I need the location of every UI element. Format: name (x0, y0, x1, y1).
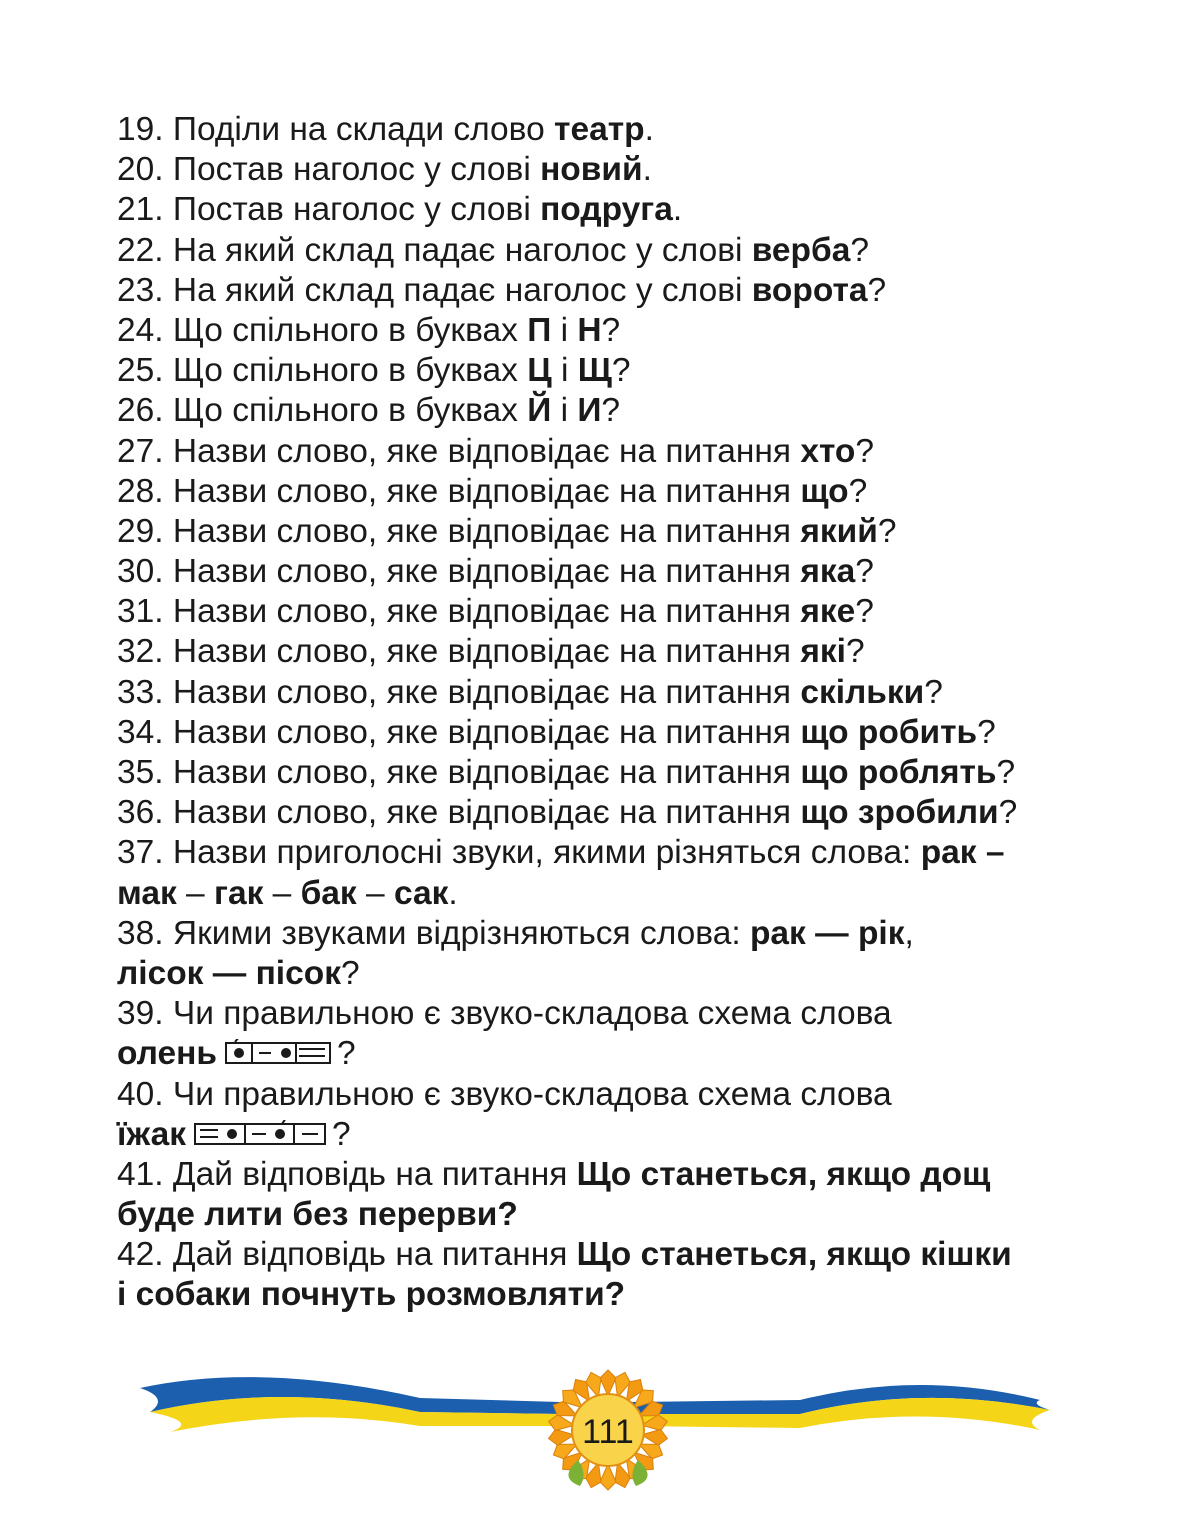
question-text: Назви слово, яке відповідає на питання (163, 593, 801, 631)
question-text: Назви слово, яке відповідає на питання (163, 713, 801, 751)
q39-word: олень (117, 1035, 217, 1073)
q38-text: 38. Якими звуками відрізняються слова: (117, 914, 750, 952)
dash: — (805, 914, 858, 952)
question-42-line2: і собаки почнуть розмовляти? (117, 1276, 626, 1314)
q37-word-sak: сак (393, 874, 449, 912)
question-keyword: театр (554, 111, 645, 148)
period: . (448, 874, 458, 912)
q42-text: 42. Дай відповідь на питання (117, 1236, 577, 1274)
question-text: Назви слово, яке відповідає на питання (163, 673, 801, 711)
q37-word-hak: гак (214, 874, 264, 912)
q41-bold: Що станеться, якщо дощ (576, 1155, 991, 1193)
question-text: Постав наголос у слові (163, 191, 541, 229)
question-number: 31. (117, 593, 164, 631)
question-text: На який склад падає наголос у слові (163, 231, 752, 269)
flag-ribbon (0, 1340, 1190, 1500)
dash: – (356, 874, 394, 912)
question-keyword: які (800, 633, 846, 671)
sunflower-petal (600, 1370, 616, 1396)
question-28 (117, 472, 1127, 512)
question-31 (117, 592, 1127, 632)
question-punctuation: . (672, 191, 683, 229)
question-22 (117, 231, 1127, 271)
question-37-line2 (117, 874, 1127, 914)
question-number: 21. (117, 191, 164, 229)
question-punctuation: ? (845, 633, 865, 671)
question-41-line2: буде лити без перерви? (117, 1196, 518, 1234)
page-footer (0, 1340, 1190, 1500)
q39-text: 39. Чи правильною є звуко-складова схема слова (117, 995, 892, 1033)
question-punctuation: ? (855, 432, 875, 470)
q41-text: 41. Дай відповідь на питання (117, 1155, 577, 1193)
question-text: Назви слово, яке відповідає на питання (163, 754, 801, 791)
question-punctuation: ? (848, 472, 868, 510)
question-punctuation: ? (998, 794, 1018, 832)
q38-word-pisok: пісок (255, 954, 341, 992)
question-40-line1 (117, 1075, 1127, 1115)
question-text: Що спільного в буквах (163, 352, 528, 390)
question-19 (117, 110, 1127, 150)
question-keyword: яке (800, 593, 856, 631)
question-mark: ? (331, 1115, 351, 1153)
question-keyword: скільки (800, 673, 925, 711)
question-list (117, 110, 1127, 1316)
q38-word-rik: рік (857, 914, 905, 952)
question-number: 20. (117, 151, 164, 189)
sunflower-petal (600, 1464, 616, 1490)
question-36 (117, 793, 1127, 833)
q38-word-lisok: лісок (117, 954, 204, 992)
q37-bold: рак – (920, 834, 1005, 872)
question-34 (117, 713, 1127, 753)
question-29 (117, 512, 1127, 552)
q42-bold: Що станеться, якщо кішки (576, 1236, 1012, 1274)
question-keyword: що робить (800, 713, 978, 751)
question-41-line1 (117, 1155, 1127, 1195)
question-27 (117, 432, 1127, 472)
question-39-line1 (117, 994, 1127, 1034)
question-punctuation: ? (601, 311, 621, 349)
question-keyword-2: Н (577, 311, 602, 349)
question-38-line1 (117, 914, 1127, 954)
question-text: Що спільного в буквах (163, 311, 528, 349)
question-conjunction: і (551, 352, 578, 390)
question-conjunction: і (551, 392, 578, 430)
question-42-line1 (117, 1235, 1127, 1275)
question-keyword-2: Щ (577, 352, 612, 390)
q37-word-bak: бак (300, 874, 357, 912)
q37-text: 37. Назви приголосні звуки, якими різняться слова: (117, 834, 921, 872)
question-keyword: Ц (527, 352, 552, 390)
question-35 (117, 753, 1127, 793)
question-number: 35. (117, 754, 164, 791)
q37-word-mak: мак (117, 874, 177, 912)
question-number: 25. (117, 352, 164, 390)
question-38-line2 (117, 954, 1127, 994)
question-number: 28. (117, 472, 164, 510)
question-number: 32. (117, 633, 164, 671)
question-number: 36. (117, 794, 164, 832)
question-number: 26. (117, 392, 164, 430)
page-number: 111 (582, 1413, 634, 1451)
question-keyword: подруга (540, 191, 673, 229)
question-number: 30. (117, 553, 164, 591)
question-39-line2 (117, 1034, 1127, 1074)
dash: – (263, 874, 301, 912)
question-25 (117, 351, 1127, 391)
question-text: Що спільного в буквах (163, 392, 528, 430)
simple-questions (117, 110, 1127, 833)
question-keyword: хто (800, 432, 856, 470)
question-keyword: верба (751, 231, 851, 269)
question-punctuation: ? (877, 512, 897, 550)
question-24 (117, 311, 1127, 351)
question-keyword: який (800, 512, 878, 550)
question-mark: ? (340, 954, 360, 992)
question-keyword: Й (527, 392, 552, 430)
question-punctuation: ? (996, 754, 1016, 791)
question-number: 22. (117, 231, 164, 269)
question-text: Постав наголос у слові (163, 151, 541, 189)
q38-word-rak: рак (749, 914, 806, 952)
question-punctuation: ? (611, 352, 631, 390)
question-keyword-2: И (577, 392, 602, 430)
dash: – (176, 874, 214, 912)
question-32 (117, 632, 1127, 672)
sound-syllable-scheme-olen (225, 1039, 333, 1065)
question-keyword: що роблять (800, 754, 997, 791)
question-text: Назви слово, яке відповідає на питання (163, 553, 801, 591)
question-text: На який склад падає наголос у слові (163, 271, 752, 309)
question-number: 24. (117, 311, 164, 349)
question-text: Назви слово, яке відповідає на питання (163, 512, 801, 550)
question-punctuation: ? (977, 713, 996, 751)
question-21 (117, 190, 1127, 230)
question-keyword: новий (540, 151, 643, 189)
question-text: Назви слово, яке відповідає на питання (163, 794, 801, 832)
question-number: 19. (117, 111, 164, 148)
sound-syllable-scheme-yizhak (194, 1120, 328, 1146)
question-punctuation: . (644, 111, 654, 148)
question-number: 29. (117, 512, 164, 550)
question-text: Назви слово, яке відповідає на питання (163, 472, 801, 510)
question-punctuation: ? (924, 673, 943, 711)
question-punctuation: ? (855, 553, 874, 591)
question-23 (117, 271, 1127, 311)
question-keyword: що (800, 472, 849, 510)
question-40-line2 (117, 1115, 1127, 1155)
question-punctuation: ? (867, 271, 887, 309)
question-20 (117, 150, 1127, 190)
question-number: 33. (117, 673, 164, 711)
question-keyword: яка (800, 553, 856, 591)
question-keyword: ворота (751, 271, 868, 309)
question-punctuation: . (642, 151, 652, 189)
question-number: 23. (117, 271, 164, 309)
question-number: 27. (117, 432, 164, 470)
question-conjunction: і (551, 311, 578, 349)
question-33 (117, 673, 1127, 713)
q40-word: їжак (117, 1115, 186, 1153)
dash: — (203, 954, 256, 992)
q40-text: 40. Чи правильною є звуко-складова схема слова (117, 1075, 892, 1113)
question-punctuation: ? (601, 392, 621, 430)
question-number: 34. (117, 713, 164, 751)
question-text: Назви слово, яке відповідає на питання (163, 432, 801, 470)
question-punctuation: ? (855, 593, 874, 631)
comma: , (904, 914, 914, 952)
question-mark: ? (336, 1035, 356, 1073)
question-26 (117, 391, 1127, 431)
question-keyword: П (527, 311, 552, 349)
question-punctuation: ? (850, 231, 869, 269)
question-text: Назви слово, яке відповідає на питання (163, 633, 801, 671)
question-37-line1 (117, 833, 1127, 873)
question-30 (117, 552, 1127, 592)
question-text: Поділи на склади слово (163, 111, 555, 148)
question-keyword: що зробили (800, 794, 999, 832)
